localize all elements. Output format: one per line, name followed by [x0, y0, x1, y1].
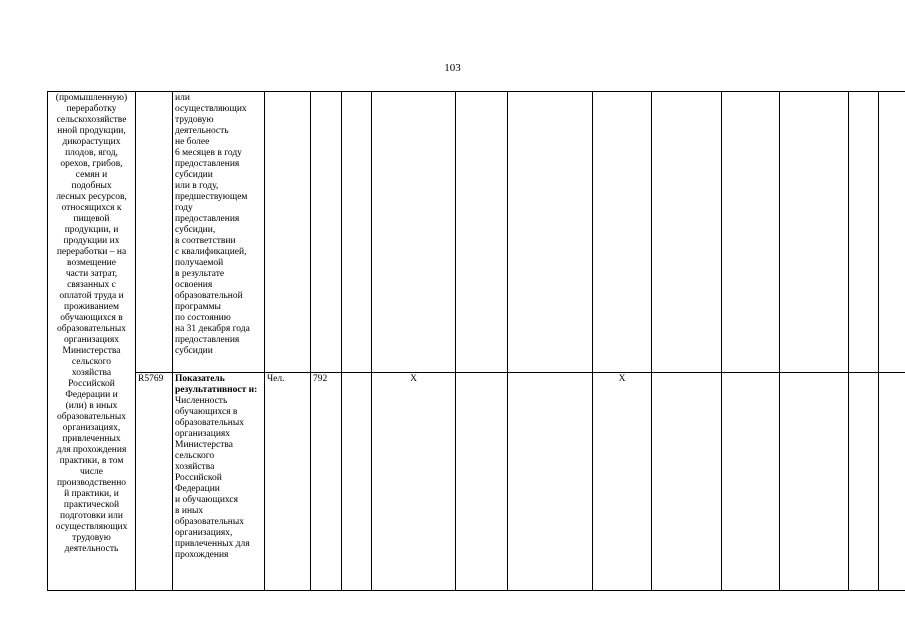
text-line: подобных: [71, 181, 112, 191]
text-line: не более: [175, 137, 210, 147]
text-line: получаемой: [175, 258, 224, 268]
text-line: производственно: [56, 478, 127, 488]
text-line: деятельность: [64, 544, 119, 554]
text-line: Российской: [175, 473, 222, 483]
empty-cell: [879, 92, 905, 373]
empty-cell: [508, 373, 593, 591]
text-line: сельского: [175, 451, 215, 461]
text-line: семян и: [75, 170, 108, 180]
text-line: оплатой труда и: [59, 291, 124, 301]
text-line: Министерства: [62, 346, 121, 356]
indicator-text: [175, 396, 262, 561]
indicator-cell: [173, 92, 265, 373]
text-line: хозяйства: [71, 368, 112, 378]
text-line: Численность: [175, 396, 228, 406]
empty-cell: [722, 373, 780, 591]
text-line: трудовую: [175, 115, 214, 125]
text-line: организациях: [63, 335, 120, 345]
table-row: [48, 92, 905, 373]
text-line: лесных ресурсов,: [56, 192, 127, 202]
text-line: или: [175, 93, 190, 103]
text-line: продукции их: [63, 236, 120, 246]
empty-cell: [849, 92, 879, 373]
text-line: предоставления: [175, 214, 240, 224]
text-line: возмещение: [67, 258, 116, 268]
text-line: Российской: [68, 379, 115, 389]
text-line: привлеченных: [62, 434, 121, 444]
text-line: в иных: [175, 506, 204, 516]
text-line: освоения: [175, 280, 213, 290]
text-line: связанных с: [67, 280, 116, 290]
x-mark-cell: X: [593, 373, 652, 591]
text-line: образовательной: [175, 291, 243, 301]
empty-cell: [372, 92, 456, 373]
text-line: Федерации и: [65, 390, 118, 400]
indicator-cell: [173, 373, 265, 591]
text-line: сельского: [71, 357, 112, 367]
text-line: числе: [79, 467, 104, 477]
text-line: деятельность: [175, 126, 229, 136]
text-line: предоставления: [175, 335, 240, 345]
text-line: образовательных: [175, 517, 244, 527]
text-line: и обучающихся: [175, 495, 238, 505]
text-line: относящихся к: [61, 203, 122, 213]
text-line: практики, в том: [59, 456, 124, 466]
text-line: по состоянию: [175, 313, 231, 323]
empty-cell: [265, 92, 311, 373]
text-line: организациях,: [62, 423, 121, 433]
text-line: субсидии: [175, 346, 213, 356]
empty-cell: [342, 373, 372, 591]
text-line: образовательных: [57, 324, 126, 334]
text-line: подготовки или: [60, 511, 123, 521]
text-line: предоставления: [175, 159, 240, 169]
empty-cell: [780, 373, 849, 591]
text-line: 6 месяцев в году: [175, 148, 242, 158]
text-line: прохождения: [175, 550, 229, 560]
text-line: осуществляющих: [175, 104, 247, 114]
unit-cell: Чел.: [265, 373, 311, 591]
text-line: (или) в иных: [65, 401, 118, 411]
empty-cell: [593, 92, 652, 373]
indicator-text: [175, 93, 262, 357]
table-row: [48, 373, 905, 591]
text-line: году: [175, 203, 193, 213]
text-line: организациях,: [175, 528, 233, 538]
text-line: орехов, грибов,: [60, 159, 123, 169]
text-line: хозяйства: [175, 462, 215, 472]
empty-cell: [652, 373, 722, 591]
text-line: осуществляющих: [55, 522, 128, 532]
text-line: Министерства: [175, 440, 233, 450]
empty-cell: [652, 92, 722, 373]
text-line: привлеченных для: [175, 539, 250, 549]
text-line: проживанием: [64, 302, 119, 312]
text-line: сельскохозяйстве: [56, 115, 127, 125]
text-line: образовательных: [57, 412, 126, 422]
text-line: переработку: [66, 104, 117, 114]
text-line: в соответствии: [175, 236, 236, 246]
data-table: [47, 91, 879, 590]
text-line: программы: [175, 302, 221, 312]
empty-cell: [508, 92, 593, 373]
text-line: плодов, ягод,: [65, 148, 118, 158]
text-line: Федерации: [175, 484, 220, 494]
text-line: нной продукции,: [57, 126, 126, 136]
text-line: предшествующем: [175, 192, 248, 202]
text-line: обучающихся в: [175, 407, 238, 417]
text-line: части затрат,: [65, 269, 118, 279]
x-mark-cell: X: [372, 373, 456, 591]
okei-cell: 792: [311, 373, 342, 591]
code-cell-empty: [136, 92, 173, 373]
indicator-title: Показатель результативност и:: [175, 374, 258, 395]
text-line: или в году,: [175, 181, 219, 191]
text-line: дикорастущих: [62, 137, 121, 147]
empty-cell: [780, 92, 849, 373]
empty-cell: [722, 92, 780, 373]
text-line: обучающихся в: [60, 313, 123, 323]
text-line: образовательных: [175, 418, 244, 428]
text-line: на 31 декабря года: [175, 324, 250, 334]
text-line: пищевой: [73, 214, 110, 224]
text-line: организациях: [175, 429, 231, 439]
empty-cell: [879, 373, 905, 591]
text-line: (промышленную): [55, 93, 128, 103]
measure-description-text: [50, 93, 133, 555]
empty-cell: [456, 92, 508, 373]
text-line: субсидии,: [175, 225, 216, 235]
text-line: продукции, и: [64, 225, 119, 235]
empty-cell: [342, 92, 372, 373]
text-line: с квалификацией,: [175, 247, 247, 257]
text-line: трудовую: [72, 533, 111, 543]
text-line: в результате: [175, 269, 225, 279]
page-number: 103: [444, 62, 461, 74]
code-cell: R5769: [136, 373, 173, 591]
empty-cell: [456, 373, 508, 591]
text-line: й практики, и: [64, 489, 119, 499]
text-line: субсидии: [175, 170, 213, 180]
text-line: практической: [63, 500, 120, 510]
text-line: переработки – на: [56, 247, 127, 257]
text-line: для прохождения: [56, 445, 127, 455]
empty-cell: [849, 373, 879, 591]
empty-cell: [311, 92, 342, 373]
measure-description-cell: [48, 92, 136, 591]
